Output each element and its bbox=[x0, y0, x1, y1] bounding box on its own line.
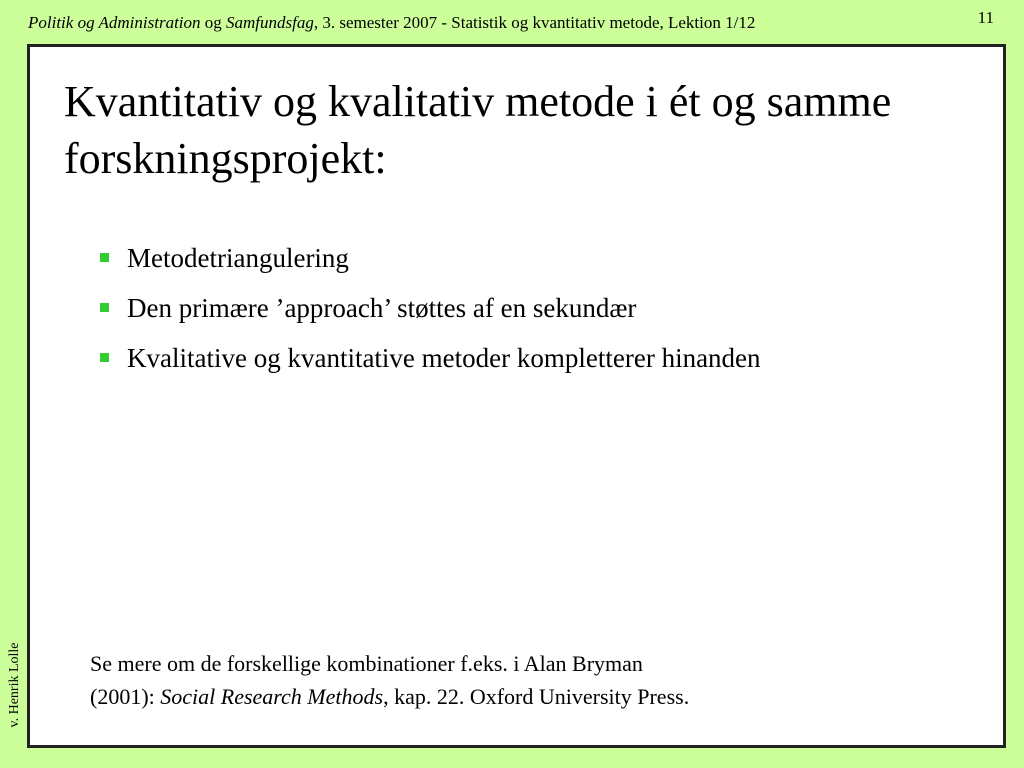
bullet-item bbox=[100, 333, 761, 383]
slide-header bbox=[28, 12, 928, 34]
green-square-bullet-icon bbox=[100, 353, 109, 362]
header-connector: og bbox=[200, 13, 227, 32]
author-text: v. Henrik Lolle bbox=[6, 642, 22, 728]
bullet-text: Kvalitative og kvantitative metoder kompletterer hinanden bbox=[127, 343, 761, 373]
reference-note bbox=[90, 647, 910, 713]
header-course-part1: Politik og Administration bbox=[28, 13, 201, 32]
reference-line2-prefix: (2001): bbox=[90, 684, 161, 709]
bullet-item bbox=[100, 233, 761, 283]
bullet-text: Metodetriangulering bbox=[127, 243, 349, 273]
slide-title: Kvantitativ og kvalitativ metode i ét og samme forskningsprojekt: bbox=[64, 77, 892, 183]
reference-line2-suffix: , kap. 22. Oxford University Press. bbox=[383, 684, 690, 709]
slide-frame bbox=[27, 44, 1006, 748]
author-label bbox=[2, 630, 27, 740]
bullet-list bbox=[100, 233, 761, 383]
page-number: 11 bbox=[977, 8, 994, 27]
bullet-text: Den primære ’approach’ støttes af en sekundær bbox=[127, 293, 637, 323]
header-details: , 3. semester 2007 - Statistik og kvantitativ metode, Lektion 1/12 bbox=[313, 13, 756, 32]
header-course-part2: Samfundsfag bbox=[226, 13, 314, 32]
reference-line1: Se mere om de forskellige kombinationer f.eks. i Alan Bryman bbox=[90, 651, 643, 676]
green-square-bullet-icon bbox=[100, 303, 109, 312]
bullet-item bbox=[100, 283, 761, 333]
green-square-bullet-icon bbox=[100, 253, 109, 262]
reference-book-title: Social Research Methods bbox=[160, 684, 384, 709]
